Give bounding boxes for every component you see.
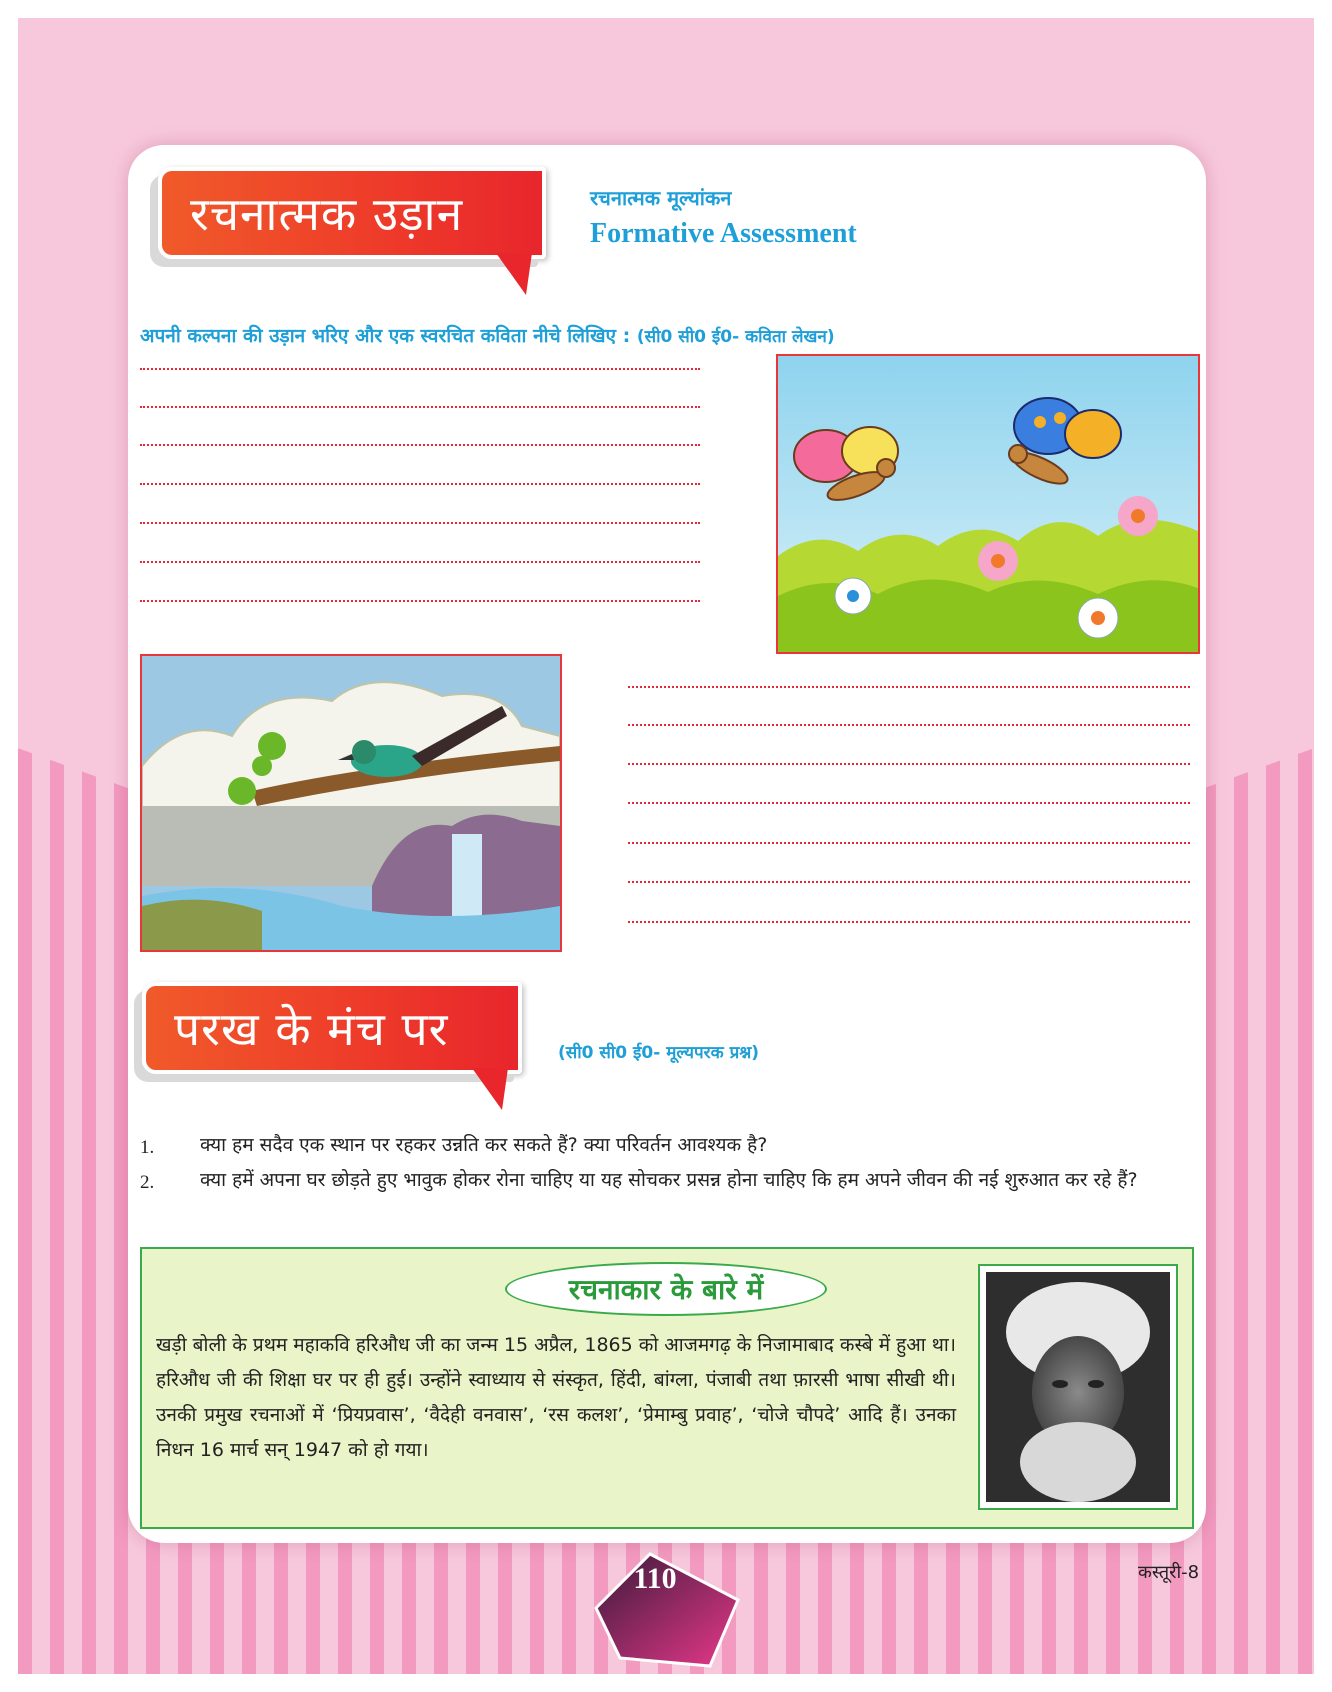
writing-line[interactable]: [140, 368, 700, 370]
bird-image: [140, 654, 562, 952]
writing-line[interactable]: [628, 842, 1190, 844]
poem-instruction-note: (सी0 सी0 ई0- कविता लेखन): [636, 327, 835, 347]
writing-line[interactable]: [140, 600, 700, 602]
butterflies-image: [776, 354, 1200, 654]
writing-line[interactable]: [140, 561, 700, 563]
writing-line[interactable]: [140, 406, 700, 408]
about-author-text: खड़ी बोली के प्रथम महाकवि हरिऔध जी का जन्म 15 अप्रैल, 1865 को आजमगढ़ के निजामाबाद कस्बे में हुआ था। हरिऔध जी की शिक्षा घर पर ही हुई। उन्होंने स्वाध्याय से संस्कृत, हिंदी, बांग्ला, पंजाबी तथा फ़ारसी भाषा सीखी थी। उनकी प्रमुख रचनाओं में ‘प्रियप्रवास’, ‘वैदेही वनवास’, ‘रस कलश’, ‘प्रेमाम्बु प्रवाह’, ‘चोजे चौपदे’ आदि हैं। उनका निधन 16 मार्च सन् 1947 को हो गया।: [156, 1334, 956, 1461]
writing-line[interactable]: [628, 881, 1190, 883]
poem-instruction-text: अपनी कल्पना की उड़ान भरिए और एक स्वरचित कविता नीचे लिखिए :: [140, 325, 631, 347]
banner-tail: [472, 1068, 508, 1110]
banner-test-stage: [142, 982, 522, 1074]
portrait-photo: [986, 1272, 1170, 1502]
stripe-edge-right: [1194, 690, 1314, 850]
writing-line[interactable]: [628, 763, 1190, 765]
writing-line[interactable]: [140, 444, 700, 446]
book-name: कस्तूरी-8: [1138, 1562, 1200, 1583]
stripe-edge-left: [18, 690, 138, 850]
banner-creative-flight: [158, 167, 546, 259]
author-portrait: [978, 1264, 1178, 1510]
value-question-note: (सी0 सी0 ई0- मूल्यपरक प्रश्न): [558, 1043, 760, 1063]
formative-assessment-english: Formative Assessment: [590, 218, 857, 249]
butterflies-illustration: [778, 356, 1198, 652]
question-number: 1.: [140, 1137, 155, 1158]
writing-line[interactable]: [140, 483, 700, 485]
writing-line[interactable]: [140, 522, 700, 524]
question-text: क्या हमें अपना घर छोड़ते हुए भावुक होकर रोना चाहिए या यह सोचकर प्रसन्न होना चाहिए कि हम अपने जीवन की नई शुरुआत कर रहे हैं?: [200, 1169, 1138, 1191]
page-number-badge: [590, 1548, 740, 1668]
banner-test-stage-title: परख के मंच पर: [174, 1002, 449, 1056]
bird-illustration: [142, 656, 560, 950]
writing-line[interactable]: [628, 921, 1190, 923]
writing-line[interactable]: [628, 802, 1190, 804]
question-text: क्या हम सदैव एक स्थान पर रहकर उन्नति कर सकते हैं? क्या परिवर्तन आवश्यक है?: [200, 1134, 768, 1156]
formative-assessment-hindi: रचनात्मक मूल्यांकन: [590, 186, 732, 210]
page-number: 110: [633, 1562, 677, 1595]
writing-line[interactable]: [628, 724, 1190, 726]
poem-instruction: [140, 322, 835, 348]
banner-creative-flight-title: रचनात्मक उड़ान: [190, 187, 464, 241]
writing-line[interactable]: [628, 686, 1190, 688]
banner-tail: [496, 253, 532, 295]
question-number: 2.: [140, 1172, 155, 1193]
about-author-title: रचनाकार के बारे में: [505, 1262, 827, 1316]
